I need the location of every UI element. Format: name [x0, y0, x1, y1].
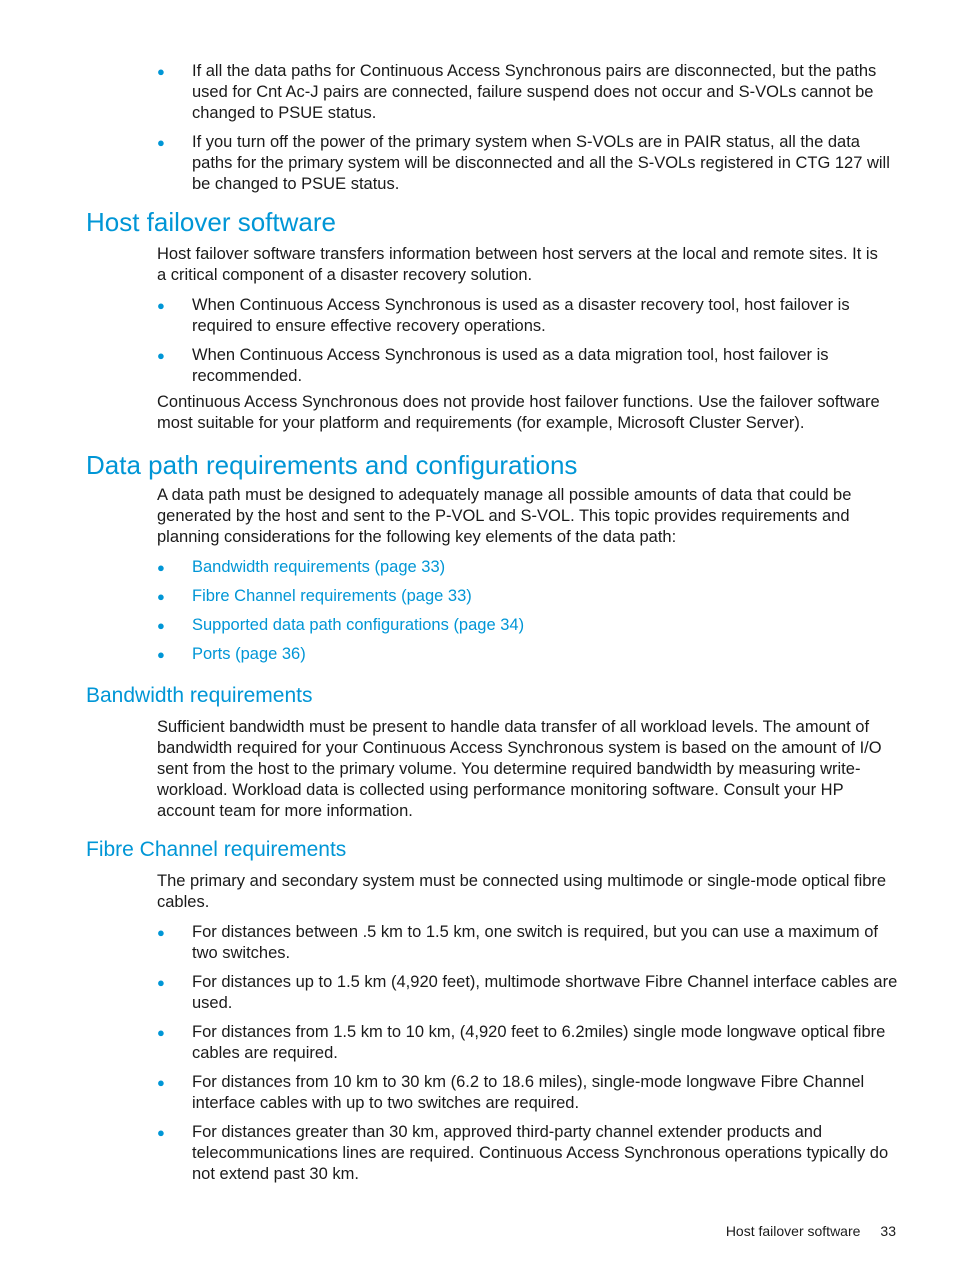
list-item [157, 1022, 902, 1064]
fibre-channel-bullet-list [157, 922, 902, 1193]
data-path-link-list [157, 557, 757, 673]
list-item [157, 1072, 902, 1114]
link-ports[interactable]: Ports (page 36) [192, 645, 306, 663]
section-heading-bandwidth: Bandwidth requirements [86, 684, 313, 707]
list-item-text: If all the data paths for Continuous Access Synchronous pairs are disconnected, but the paths used for Cnt Ac-J pairs are connected, failure suspend does not occur and S-VOLs cannot be changed to PSUE status. [192, 62, 877, 122]
page-footer [726, 1222, 896, 1240]
list-item-text: For distances greater than 30 km, approved third-party channel extender products and telecommunications lines are required. Continuous Access Synchronous operations typically do not extend past 30 km. [192, 1123, 889, 1183]
list-item-text: For distances from 10 km to 30 km (6.2 to 18.6 miles), single-mode longwave Fibre Channel interface cables with up to two switches are required. [192, 1073, 865, 1112]
list-item [157, 345, 877, 387]
list-item [157, 1122, 902, 1185]
list-item [157, 295, 877, 337]
list-item-text: If you turn off the power of the primary system when S-VOLs are in PAIR status, all the data paths for the primary system will be disconnected and all the S-VOLs registered in CTG 127 will be changed to PSUE status. [192, 133, 890, 193]
link-fibre-channel-requirements[interactable]: Fibre Channel requirements (page 33) [192, 587, 472, 605]
list-item [157, 972, 902, 1014]
list-item-text: For distances up to 1.5 km (4,920 feet), multimode shortwave Fibre Channel interface cables are used. [192, 973, 898, 1012]
intro-bullet-list [157, 61, 902, 203]
list-item [157, 61, 902, 124]
fibre-channel-intro: The primary and secondary system must be connected using multimode or single-mode optical fibre cables. [157, 872, 887, 911]
section-heading-data-path: Data path requirements and configurations [86, 450, 578, 480]
bullet-icon: ● [157, 64, 165, 79]
section-heading-fibre-channel: Fibre Channel requirements [86, 838, 347, 861]
footer-section-title: Host failover software [725, 1223, 861, 1239]
bullet-icon: ● [157, 560, 165, 575]
bullet-icon: ● [157, 975, 165, 990]
bullet-icon: ● [157, 589, 165, 604]
bullet-icon: ● [157, 1025, 165, 1040]
host-failover-bullet-list [157, 295, 877, 395]
bullet-icon: ● [157, 348, 165, 363]
list-item-text: For distances from 1.5 km to 10 km, (4,920 feet to 6.2miles) single mode longwave optical fibre cables are required. [192, 1023, 886, 1062]
bullet-icon: ● [157, 647, 165, 662]
section-heading-host-failover: Host failover software [86, 207, 336, 237]
list-item [157, 557, 757, 578]
bullet-icon: ● [157, 925, 165, 940]
bullet-icon: ● [157, 618, 165, 633]
bullet-icon: ● [157, 1125, 165, 1140]
page-number: 33 [880, 1223, 896, 1239]
list-item-text: When Continuous Access Synchronous is used as a data migration tool, host failover is recommended. [192, 346, 829, 385]
host-failover-intro: Host failover software transfers information between host servers at the local and remote sites. It is a critical component of a disaster recovery solution. [157, 245, 878, 284]
list-item-text: When Continuous Access Synchronous is used as a disaster recovery tool, host failover is required to ensure effective recovery operations. [192, 296, 850, 335]
list-item [157, 644, 757, 665]
bandwidth-body: Sufficient bandwidth must be present to handle data transfer of all workload levels. The amount of bandwidth required for your Continuous Access Synchronous system is based on the amount of I/O sent from the host to the primary volume. You determine required bandwidth by measuring write-workload. Workload data is collected using performance monitoring software. Consult your HP account team for more information. [157, 718, 882, 820]
link-supported-data-path-configurations[interactable]: Supported data path configurations (page 34) [192, 616, 525, 634]
list-item [157, 922, 902, 964]
list-item [157, 615, 757, 636]
bullet-icon: ● [157, 298, 165, 313]
host-failover-outro: Continuous Access Synchronous does not provide host failover functions. Use the failover software most suitable for your platform and requirements (for example, Microsoft Cluster Server). [157, 393, 880, 432]
bullet-icon: ● [157, 1075, 165, 1090]
link-bandwidth-requirements[interactable]: Bandwidth requirements (page 33) [192, 558, 446, 576]
list-item [157, 586, 757, 607]
bullet-icon: ● [157, 135, 165, 150]
data-path-intro: A data path must be designed to adequately manage all possible amounts of data that could be generated by the host and sent to the P-VOL and S-VOL. This topic provides requirements and planning considerations for the following key elements of the data path: [157, 486, 852, 546]
list-item [157, 132, 902, 195]
list-item-text: For distances between .5 km to 1.5 km, one switch is required, but you can use a maximum of two switches. [192, 923, 878, 962]
